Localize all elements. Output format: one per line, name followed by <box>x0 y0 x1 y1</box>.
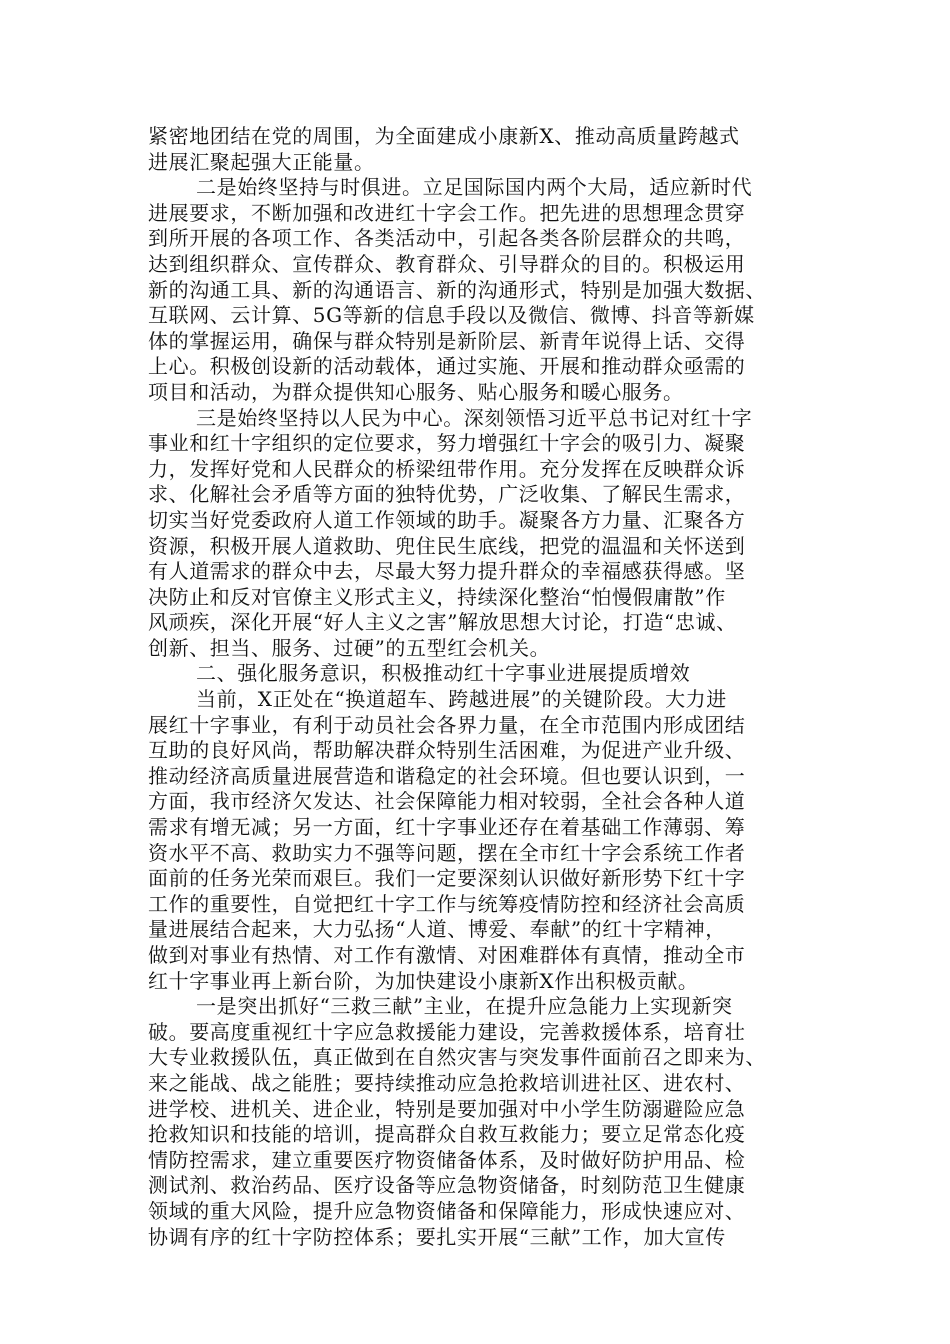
text-line: 力，发挥好党和人民群众的桥梁纽带作用。充分发挥在反映群众诉 <box>148 456 746 481</box>
text-line: 创新、担当、服务、过硬”的五型红会机关。 <box>148 635 551 660</box>
text-line: 资源，积极开展人道救助、兜住民生底线，把党的温温和关怀送到 <box>148 533 746 558</box>
text-line: 项目和活动，为群众提供知心服务、贴心服务和暖心服务。 <box>148 379 684 404</box>
text-line: 新的沟通工具、新的沟通语言、新的沟通形式，特别是加强大数据、 <box>148 277 766 302</box>
text-line: 进展要求，不断加强和改进红十字会工作。把先进的思想理念贯穿 <box>148 200 746 225</box>
text-line: 抢救知识和技能的培训，提高群众自救互救能力；要立足常态化疫 <box>148 1122 746 1147</box>
text-line: 互助的良好风尚，帮助解决群众特别生活困难，为促进产业升级、 <box>148 738 746 763</box>
text-line: 二是始终坚持与时俱进。立足国际国内两个大局，适应新时代 <box>196 175 753 200</box>
text-line: 风顽疾，深化开展“好人主义之害”解放思想大讨论，打造“忠诚、 <box>148 610 737 635</box>
text-line: 需求有增无减；另一方面，红十字事业还存在着基础工作薄弱、筹 <box>148 815 746 840</box>
text-line: 情防控需求，建立重要医疗物资储备体系，及时做好防护用品、检 <box>148 1147 746 1172</box>
text-line: 方面，我市经济欠发达、社会保障能力相对较弱，全社会各种人道 <box>148 789 746 814</box>
text-line: 红十字事业再上新台阶，为加快建设小康新X作出积极贡献。 <box>148 968 699 993</box>
text-line: 来之能战、战之能胜；要持续推动应急抢救培训进社区、进农村、 <box>148 1070 746 1095</box>
text-line: 紧密地团结在党的周围，为全面建成小康新X、推动高质量跨越式 <box>148 124 740 148</box>
text-line: 量进展结合起来，大力弘扬“人道、博爱、奉献”的红十字精神， <box>148 917 726 942</box>
text-line: 测试剂、救治药品、医疗设备等应急物资储备，时刻防范卫生健康 <box>148 1173 746 1198</box>
text-line: 互联网、云计算、5G等新的信息手段以及微信、微博、抖音等新媒 <box>148 303 755 328</box>
text-line: 进展汇聚起强大正能量。 <box>148 149 375 174</box>
text-line: 体的掌握运用，确保与群众特别是新阶层、新青年说得上话、交得 <box>148 328 746 353</box>
text-line: 上心。积极创设新的活动载体，通过实施、开展和推动群众亟需的 <box>148 354 746 379</box>
text-line: 三是始终坚持以人民为中心。深刻领悟习近平总书记对红十字 <box>196 405 753 430</box>
text-line: 大专业救援队伍，真正做到在自然灾害与突发事件面前召之即来为、 <box>148 1045 766 1070</box>
text-line: 事业和红十字组织的定位要求，努力增强红十字会的吸引力、凝聚 <box>148 431 746 456</box>
text-line: 有人道需求的群众中去，尽最大努力提升群众的幸福感获得感。坚 <box>148 559 746 584</box>
document-body <box>148 124 808 1250</box>
text-line: 二、强化服务意识，积极推动红十字事业进展提质增效 <box>196 661 691 686</box>
text-line: 到所开展的各项工作、各类活动中，引起各类各阶层群众的共鸣， <box>148 226 746 251</box>
text-line: 当前，X正处在“换道超车、跨越进展”的关键阶段。大力进 <box>196 687 727 712</box>
text-line: 切实当好党委政府人道工作领域的助手。凝聚各方力量、汇聚各方 <box>148 507 746 532</box>
text-line: 工作的重要性，自觉把红十字工作与统筹疫情防控和经济社会高质 <box>148 891 746 916</box>
text-line: 达到组织群众、宣传群众、教育群众、引导群众的目的。积极运用 <box>148 251 746 276</box>
text-line: 一是突出抓好“三救三献”主业，在提升应急能力上实现新突 <box>196 994 733 1019</box>
text-line: 破。要高度重视红十字应急救援能力建设，完善救援体系，培育壮 <box>148 1019 746 1044</box>
text-line: 决防止和反对官僚主义形式主义，持续深化整治“怕慢假庸散”作 <box>148 584 726 609</box>
text-line: 做到对事业有热情、对工作有激情、对困难群体有真情，推动全市 <box>148 943 746 967</box>
text-line: 面前的任务光荣而艰巨。我们一定要深刻认识做好新形势下红十字 <box>148 866 746 891</box>
text-line: 领域的重大风险，提升应急物资储备和保障能力，形成快速应对、 <box>148 1198 746 1223</box>
text-line: 展红十字事业，有利于动员社会各界力量，在全市范围内形成团结 <box>148 712 746 737</box>
text-line: 进学校、进机关、进企业，特别是要加强对中小学生防溺避险应急 <box>148 1096 746 1121</box>
text-line: 资水平不高、救助实力不强等问题，摆在全市红十字会系统工作者 <box>148 840 746 865</box>
text-line: 推动经济高质量进展营造和谐稳定的社会环境。但也要认识到，一 <box>148 763 746 788</box>
text-line: 求、化解社会矛盾等方面的独特优势，广泛收集、了解民生需求， <box>148 482 746 507</box>
text-line: 协调有序的红十字防控体系；要扎实开展“三献”工作，加大宣传 <box>148 1224 726 1249</box>
